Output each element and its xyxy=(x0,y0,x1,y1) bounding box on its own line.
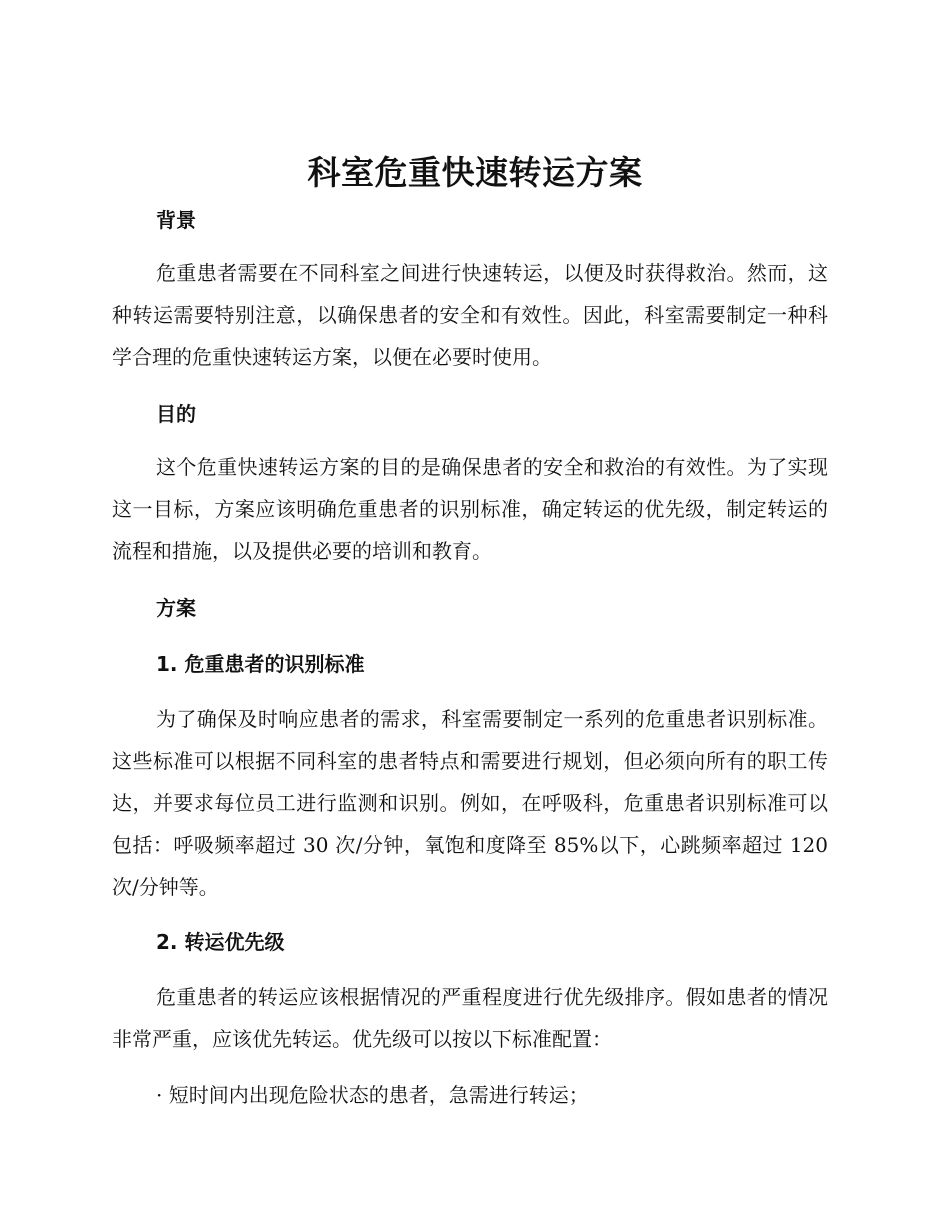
priority-paragraph: 危重患者的转运应该根据情况的严重程度进行优先级排序。假如患者的情况非常严重，应该优先转运。优先级可以按以下标准配置： xyxy=(112,985,828,1051)
purpose-paragraph: 这个危重快速转运方案的目的是确保患者的安全和救治的有效性。为了实现这一目标，方案应该明确危重患者的识别标准，确定转运的优先级，制定转运的流程和措施，以及提供必要的培训和教育。 xyxy=(112,455,828,563)
priority-bullet-item: · 短时间内出现危险状态的患者，急需进行转运； xyxy=(156,1083,589,1107)
section-heading-purpose: 目的 xyxy=(156,402,196,426)
document-title: 科室危重快速转运方案 xyxy=(307,153,643,192)
section-heading-background: 背景 xyxy=(156,208,196,232)
subsection-heading-identification: 1. 危重患者的识别标准 xyxy=(156,652,365,676)
section-heading-plan: 方案 xyxy=(156,596,196,620)
background-paragraph: 危重患者需要在不同科室之间进行快速转运，以便及时获得救治。然而，这种转运需要特别注意，以确保患者的安全和有效性。因此，科室需要制定一种科学合理的危重快速转运方案，以便在必要时使用。 xyxy=(112,261,828,369)
subsection-heading-priority: 2. 转运优先级 xyxy=(156,930,285,954)
identification-paragraph: 为了确保及时响应患者的需求，科室需要制定一系列的危重患者识别标准。这些标准可以根据不同科室的患者特点和需要进行规划，但必须向所有的职工传达，并要求每位员工进行监测和识别。例如，在呼吸科，危重患者识别标准可以包括：呼吸频率超过 30 次/分钟，氧饱和度降至 85%以下，心跳频率超过 120 次/分钟等。 xyxy=(112,707,828,899)
